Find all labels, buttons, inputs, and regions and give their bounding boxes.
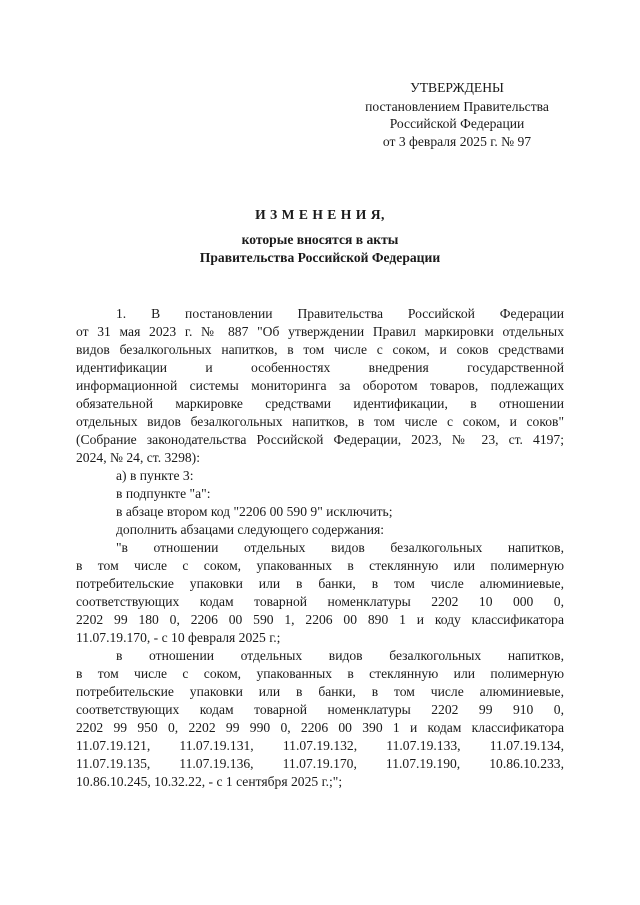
- body-line: в абзаце втором код "2206 00 590 9" исключить;: [116, 504, 393, 519]
- body-line: "в отношении отдельных видов безалкогольных напитков,: [116, 540, 564, 555]
- body-line: информационной системы мониторинга за оборотом товаров, подлежащих: [76, 378, 564, 393]
- body-line: в подпункте "а":: [116, 486, 211, 501]
- approval-line-2: Российской Федерации: [389, 116, 525, 131]
- body-line: а) в пункте 3:: [116, 468, 194, 483]
- document-subtitle-1: которые вносятся в акты: [241, 232, 399, 247]
- body-line: потребительские упаковки или в банки, в том числе алюминиевые,: [76, 576, 564, 591]
- body-line: идентификации и особенностях внедрения государственной: [76, 360, 564, 375]
- body-line: отдельных видов безалкогольных напитков, в том числе с соком, и соков": [76, 414, 564, 429]
- document-subtitle-2: Правительства Российской Федерации: [199, 250, 441, 265]
- body-line: дополнить абзацами следующего содержания:: [116, 522, 385, 537]
- body-line: 2202 99 950 0, 2202 99 990 0, 2206 00 390 1 и кодам классификатора: [76, 720, 564, 735]
- body-line: обязательной маркировке средствами идентификации, в отношении: [76, 396, 564, 411]
- body-line: от 31 мая 2023 г. № 887 "Об утверждении Правил маркировки отдельных: [76, 324, 564, 339]
- body-line: в том числе с соком, упакованных в стеклянную или полимерную: [76, 666, 564, 681]
- body-line: видов безалкогольных напитков, в том числе с соком, и соков средствами: [76, 342, 564, 357]
- body-line: в отношении отдельных видов безалкогольных напитков,: [116, 648, 564, 663]
- approval-line-1: постановлением Правительства: [365, 98, 549, 114]
- body-line: (Собрание законодательства Российской Федерации, 2023, № 23, ст. 4197;: [76, 432, 564, 447]
- body-line: 1. В постановлении Правительства Российской Федерации: [116, 306, 564, 321]
- body-line: соответствующих кодам товарной номенклатуры 2202 99 910 0,: [76, 702, 564, 717]
- body-line: 11.07.19.135, 11.07.19.136, 11.07.19.170, 11.07.19.190, 10.86.10.233,: [76, 756, 564, 771]
- approval-block: [330, 79, 584, 150]
- approval-heading: УТВЕРЖДЕНЫ: [410, 80, 504, 95]
- body-line: 2024, № 24, ст. 3298):: [76, 450, 200, 465]
- body-line: в том числе с соком, упакованных в стеклянную или полимерную: [76, 558, 564, 573]
- body-line: соответствующих кодам товарной номенклатуры 2202 10 000 0,: [76, 594, 564, 609]
- document-title: И З М Е Н Е Н И Я,: [255, 207, 385, 222]
- body-line: 11.07.19.170, - с 10 февраля 2025 г.;: [76, 630, 281, 645]
- body-line: потребительские упаковки или в банки, в том числе алюминиевые,: [76, 684, 564, 699]
- body-line: 2202 99 180 0, 2206 00 590 1, 2206 00 890 1 и коду классификатора: [76, 612, 564, 627]
- body-line: 11.07.19.121, 11.07.19.131, 11.07.19.132, 11.07.19.133, 11.07.19.134,: [76, 738, 564, 753]
- approval-line-3: от 3 февраля 2025 г. № 97: [382, 133, 532, 149]
- body-line: 10.86.10.245, 10.32.22, - с 1 сентября 2025 г.;";: [76, 774, 343, 789]
